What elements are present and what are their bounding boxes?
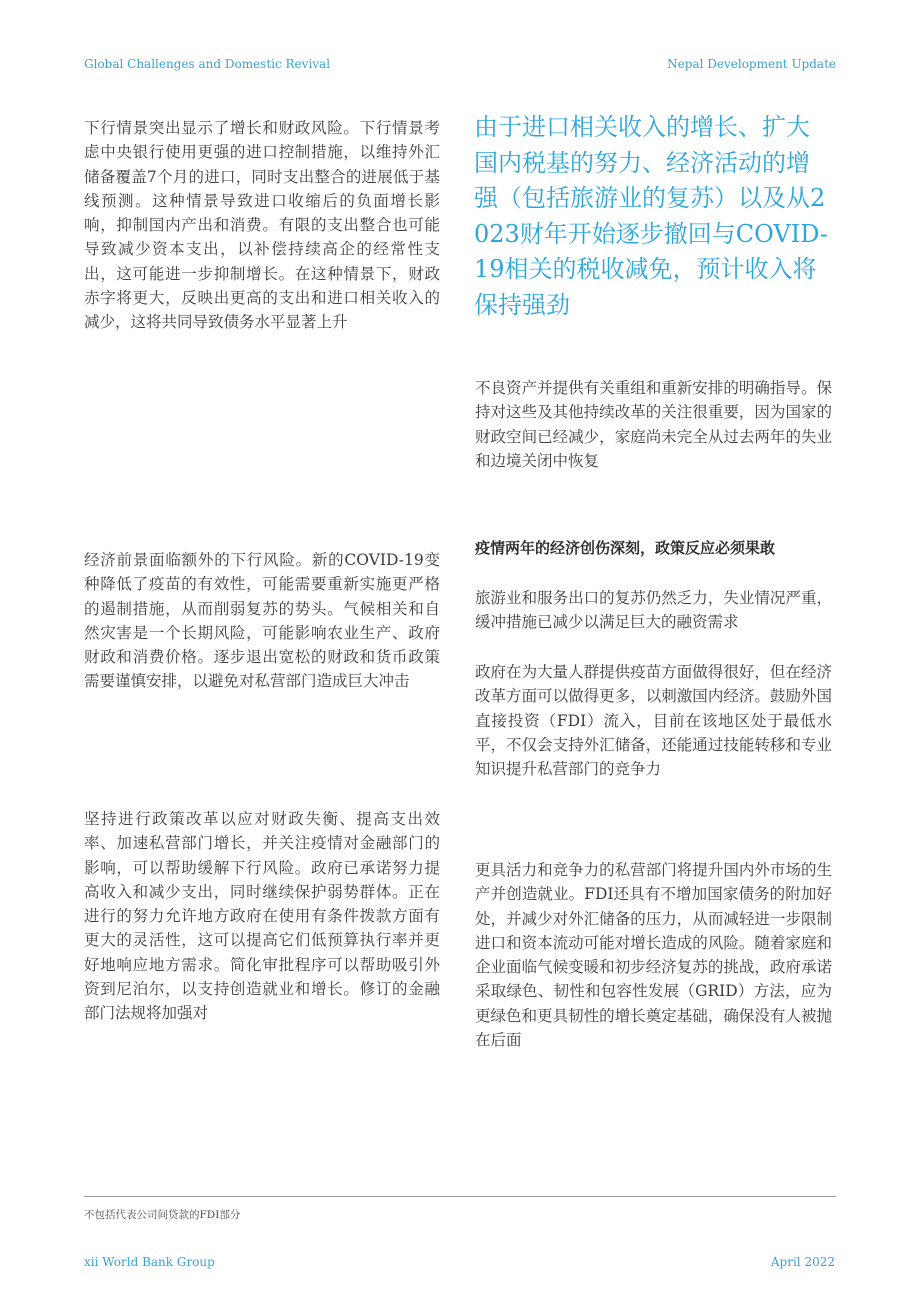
footnote: 不包括代表公司间贷款的FDI部分: [84, 1209, 241, 1221]
left-paragraph-downside-scenario: 下行情景突出显示了增长和财政风险。下行情景考虑中央银行使用更强的进口控制措施，以维持外汇储备覆盖7个月的进口，同时支出整合的进展低于基线预测。这种情景导致进口收缩后的负面增长影响，抑制国内产出和消费。有限的支出整合也可能导致减少资本支出，以补偿持续高企的经常性支出，这可能进一步抑制增长。在这种情景下，财政赤字将更大，反映出更高的支出和进口相关收入的减少，这将共同导致债务水平显著上升: [84, 119, 440, 332]
right-paragraph-vaccination-fdi: 政府在为大量人群提供疫苗方面做得很好，但在经济改革方面可以做得更多，以刺激国内经济。鼓励外国直接投资（FDI）流入，目前在该地区处于最低水平，不仅会支持外汇储备，还能通过技能转移和专业知识提升私营部门的竞争力: [475, 663, 832, 779]
footnote-divider: [84, 1196, 836, 1197]
right-paragraph-nonperforming-assets: 不良资产并提供有关重组和重新安排的明确指导。保持对这些及其他持续改革的关注很重要，因为国家的财政空间已经减少，家庭尚未完全从过去两年的失业和边境关闭中恢复: [475, 379, 832, 470]
right-paragraph-tourism-recovery: 旅游业和服务出口的复苏仍然乏力，失业情况严重，缓冲措施已减少以满足巨大的融资需求: [475, 589, 832, 632]
footer-page-label: xii World Bank Group: [84, 1255, 215, 1269]
running-header-report: Nepal Development Update: [667, 57, 836, 71]
left-paragraph-additional-risks: 经济前景面临额外的下行风险。新的COVID-19变种降低了疫苗的有效性，可能需要重新实施更严格的遏制措施，从而削弱复苏的势头。气候相关和自然灾害是一个长期风险，可能影响农业生产、政府财政和消费价格。逐步退出宽松的财政和货币政策需要谨慎安排，以避免对私营部门造成巨大冲击: [84, 551, 440, 691]
left-paragraph-policy-reforms: 坚持进行政策改革以应对财政失衡、提高支出效率、加速私营部门增长，并关注疫情对金融部门的影响，可以帮助缓解下行风险。政府已承诺努力提高收入和减少支出，同时继续保护弱势群体。正在进行的努力允许地方政府在使用有条件拨款方面有更大的灵活性，这可以提高它们低预算执行率并更好地响应地方需求。简化审批程序可以帮助吸引外资到尼泊尔，以支持创造就业和增长。修订的金融部门法规将加强对: [84, 810, 440, 1023]
pull-quote: 由于进口相关收入的增长、扩大国内税基的努力、经济活动的增强（包括旅游业的复苏）以及从2023财年开始逐步撤回与COVID-19相关的税收减免，预计收入将保持强劲: [474, 113, 829, 319]
footer-date: April 2022: [770, 1255, 835, 1269]
right-paragraph-private-sector: 更具活力和竞争力的私营部门将提升国内外市场的生产并创造就业。FDI还具有不增加国家债务的附加好处，并减少对外汇储备的压力，从而减轻进一步限制进口和资本流动可能对增长造成的风险。随着家庭和企业面临气候变暖和初步经济复苏的挑战，政府承诺采取绿色、韧性和包容性发展（GRID）方法，应为更绿色和更具韧性的增长奠定基础，确保没有人被抛在后面: [475, 861, 832, 1050]
section-subheading: 疫情两年的经济创伤深刻，政策反应必须果敢: [475, 539, 776, 557]
running-header-title: Global Challenges and Domestic Revival: [84, 57, 331, 71]
